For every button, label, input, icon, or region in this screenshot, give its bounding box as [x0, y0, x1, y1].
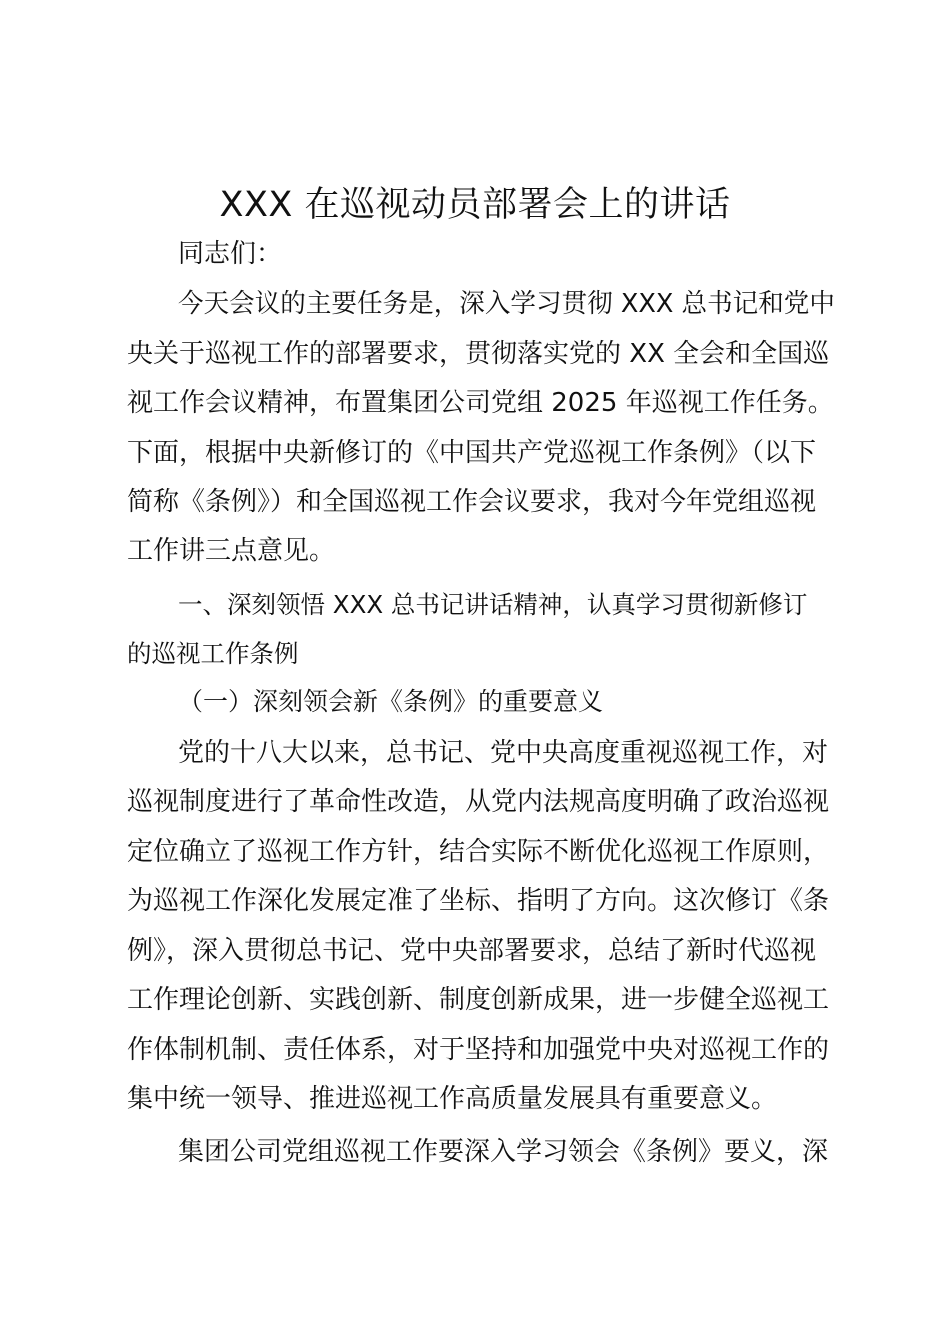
subsection-heading: （一）深刻领会新《条例》的重要意义 — [178, 687, 604, 716]
paragraph-line: 为巡视工作深化发展定准了坐标、指明了方向。这次修订《条 — [127, 886, 830, 916]
document-title: XXX 在巡视动员部署会上的讲话 — [219, 185, 731, 225]
paragraph-line: 集中统一领导、推进巡视工作高质量发展具有重要意义。 — [127, 1084, 778, 1114]
paragraph-line: 下面，根据中央新修订的《中国共产党巡视工作条例》（以下 — [127, 438, 817, 468]
paragraph-line: 视工作会议精神，布置集团公司党组 2025 年巡视工作任务。 — [127, 388, 834, 418]
paragraph-line: 央关于巡视工作的部署要求，贯彻落实党的 XX 全会和全国巡 — [127, 339, 830, 369]
section-heading-line: 一、深刻领悟 XXX 总书记讲话精神，认真学习贯彻新修订 — [178, 590, 808, 619]
paragraph-line: 巡视制度进行了革命性改造，从党内法规高度明确了政治巡视 — [127, 787, 830, 817]
paragraph-line: 工作理论创新、实践创新、制度创新成果，进一步健全巡视工 — [127, 985, 830, 1015]
paragraph-line: 集团公司党组巡视工作要深入学习领会《条例》要义，深 — [178, 1137, 829, 1167]
greeting: 同志们： — [178, 239, 283, 269]
paragraph-line: 例》，深入贯彻总书记、党中央部署要求，总结了新时代巡视 — [127, 936, 817, 966]
paragraph-line: 作体制机制、责任体系，对于坚持和加强党中央对巡视工作的 — [127, 1035, 830, 1065]
section-heading-line: 的巡视工作条例 — [127, 639, 299, 668]
paragraph-line: 定位确立了巡视工作方针，结合实际不断优化巡视工作原则， — [127, 837, 830, 867]
paragraph-line: 今天会议的主要任务是，深入学习贯彻 XXX 总书记和党中 — [178, 289, 835, 319]
paragraph-line: 简称《条例》）和全国巡视工作会议要求，我对今年党组巡视 — [127, 487, 817, 517]
paragraph-line: 工作讲三点意见。 — [127, 536, 336, 566]
paragraph-line: 党的十八大以来，总书记、党中央高度重视巡视工作，对 — [178, 738, 829, 768]
